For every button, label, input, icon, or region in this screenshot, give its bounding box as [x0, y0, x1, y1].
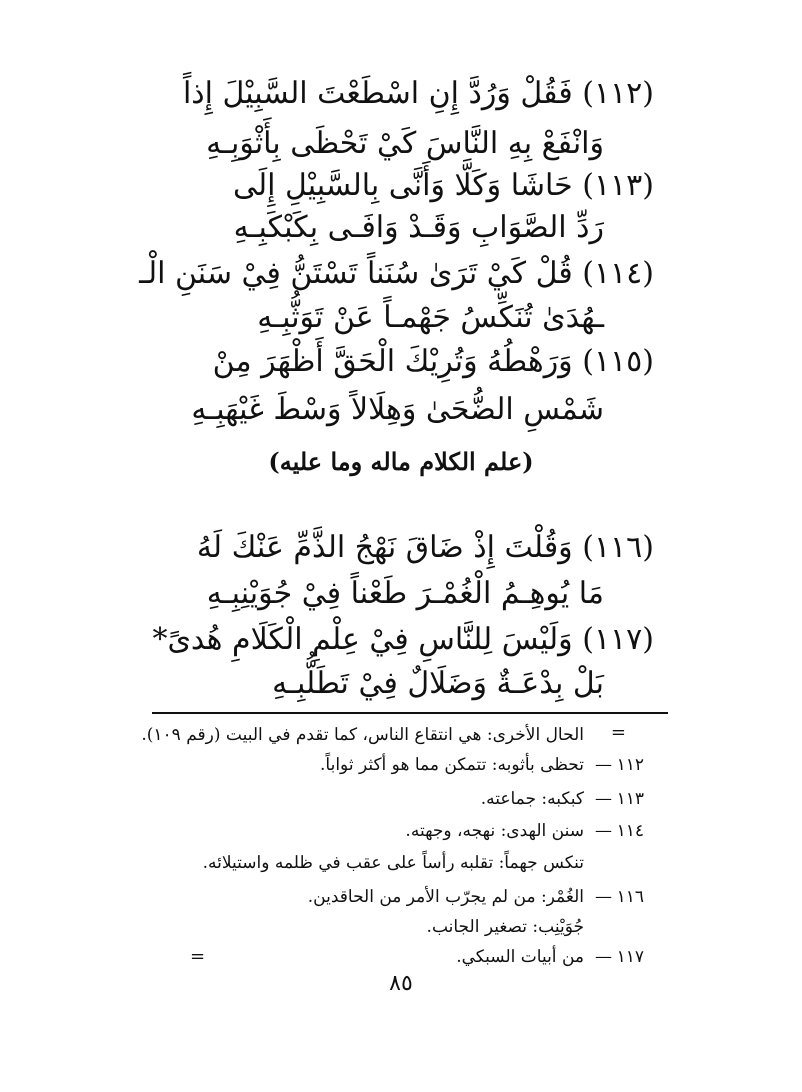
verse-113-first	[233, 166, 654, 206]
verse-text: وَلَيْسَ لِلنَّاسِ فِيْ عِلْمِ الْكَلَامِ هُدىً*	[152, 622, 573, 657]
verse-113-second: رَدِّ الصَّوَابِ وَقَـدْ وَافَـى بِكَبْكَبِـهِ	[233, 210, 604, 245]
verse-text: قُلْ كَيْ تَرَىٰ سُنَناً تَسْتَنُّ فِيْ سَنَنِ الْـ	[139, 256, 573, 291]
verse-text: وَرَهْطُهُ وَتُرِيْكَ الْحَقَّ أَظْهَرَ مِنْ	[212, 344, 573, 379]
verse-116-second: مَا يُوهِـمُ الْغُمْـرَ طَعْناً فِيْ جُوَيْنِبِـهِ	[206, 576, 604, 611]
continuation-mark: =	[610, 722, 626, 743]
footnote-number: ١١٦	[616, 887, 644, 907]
footnote-text: جُوَيْنِب: تصغير الجانب.	[426, 917, 584, 937]
verse-112-second: وَانْفَعْ بِهِ النَّاسَ كَيْ تَحْظَى بِأَثْوَبِـهِ	[206, 126, 604, 161]
verse-text: وَقُلْتَ إِذْ ضَاقَ نَهْجُ الذَّمِّ عَنْكَ لَهُ	[196, 530, 573, 565]
verse-114-second: ـهُدَىٰ تُنَكِّسُ جَهْمـاً عَنْ تَوَثُّبِـهِ	[257, 300, 604, 335]
footnote-text: من أبيات السبكي.	[456, 947, 584, 967]
footnote-number: ١١٧	[616, 947, 644, 967]
footnote-dash: —	[595, 887, 612, 907]
verse-115-first	[213, 342, 654, 382]
footnote-text: كبكبه: جماعته.	[480, 789, 584, 809]
footnote-text: تحظى بأثوبه: تتمكن مما هو أكثر ثواباً.	[320, 755, 584, 775]
verse-114-first	[139, 254, 654, 294]
footnote-rule	[152, 712, 668, 714]
footnote-dash: —	[595, 947, 612, 967]
verse-117-second: بَلْ بِدْعَـةٌ وَضَلَالٌ فِيْ تَطَلُّبِـهِ	[272, 666, 604, 701]
footnote-number: ١١٢	[616, 755, 644, 775]
footnote-text: سنن الهدى: نهجه، وجهته.	[405, 821, 584, 841]
footnote-number: ١١٤	[616, 821, 644, 841]
footnote-dash: —	[595, 755, 612, 775]
verse-112-first	[183, 74, 654, 114]
verse-number: (١١٦)	[582, 530, 654, 565]
verse-number: (١١٣)	[582, 168, 654, 203]
verse-text: فَقُلْ وَرُدَّ إِنِ اسْطَعْتَ السَّبِيْلَ إِذاً	[182, 76, 573, 111]
footnote-dash: —	[595, 821, 612, 841]
section-heading: (علم الكلام ماله وما عليه)	[268, 447, 534, 476]
verse-text: حَاشَا وَكَلَّا وَأَنَّى بِالسَّبِيْلِ إِلَى	[233, 168, 573, 203]
verse-number: (١١٧)	[582, 622, 654, 657]
verse-number: (١١٥)	[582, 344, 654, 379]
verse-number: (١١٢)	[582, 76, 654, 111]
verse-number: (١١٤)	[582, 256, 654, 291]
footnote-dash: —	[595, 789, 612, 809]
page-number: ٨٥	[389, 971, 413, 996]
verse-117-first	[152, 620, 654, 660]
footnote-text: الغُمْر: من لم يجرّب الأمر من الحاقدين.	[307, 887, 584, 907]
footnote-text: تنكس جهماً: تقلبه رأساً على عقب في ظلمه واستيلائه.	[202, 853, 584, 873]
footnote-number: ١١٣	[616, 789, 644, 809]
verse-116-first	[197, 528, 654, 568]
footnote-continuation: الحال الأخرى: هي انتقاع الناس، كما تقدم في البيت (رقم ١٠٩).	[141, 725, 584, 745]
continuation-mark-end: =	[190, 946, 206, 967]
verse-115-second: شَمْسِ الضُّحَىٰ وَهِلَالاً وَسْطَ غَيْهَبِـهِ	[191, 392, 604, 427]
